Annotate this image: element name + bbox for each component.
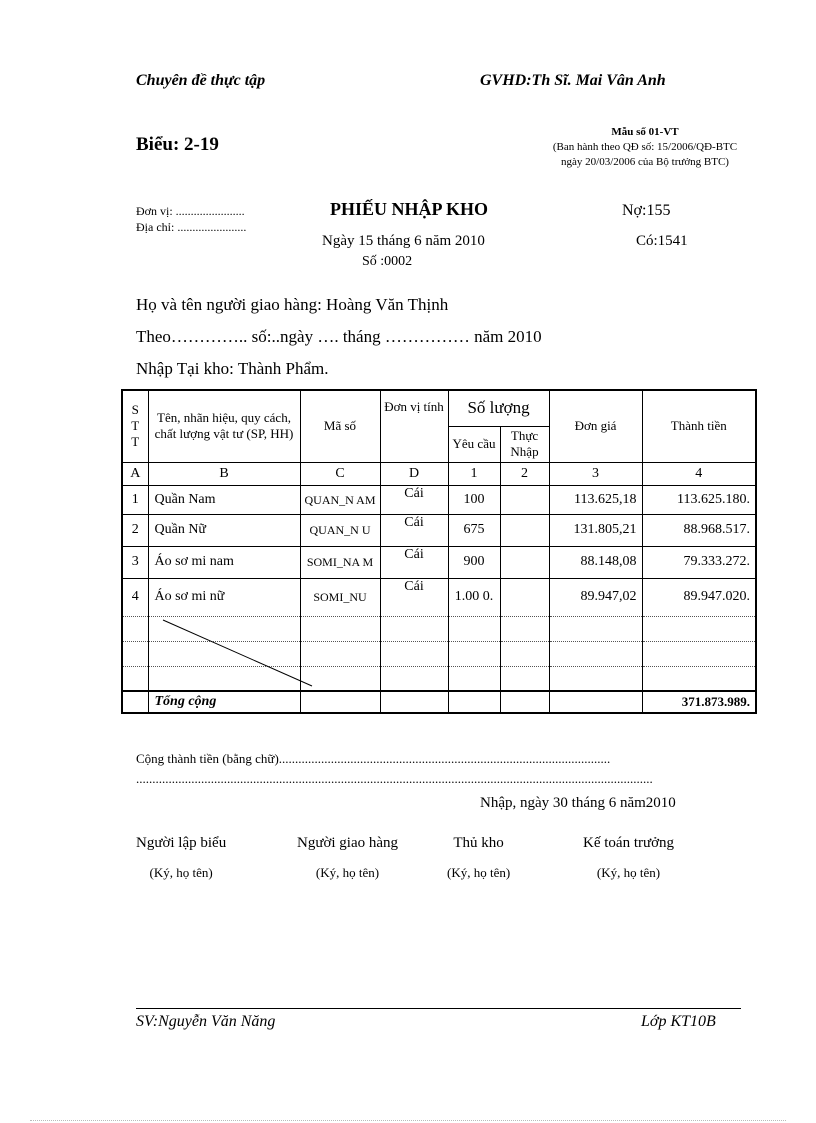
row-stt: 1: [122, 485, 148, 514]
row-code: SOMI_NU: [300, 578, 380, 616]
row-unit: Cái: [380, 485, 448, 514]
row-amount: 113.625.180.: [642, 485, 756, 514]
amount-dots-line: ...............................................................................................................................................................: [136, 771, 653, 786]
row-qty-required: 100: [448, 485, 500, 514]
row-qty-actual: [500, 578, 549, 616]
total-row: [122, 691, 756, 713]
unit-field: Đơn vị: .......................: [136, 204, 245, 218]
row-price: 113.625,18: [549, 485, 642, 514]
signature-title: Thủ kho: [453, 835, 504, 851]
signature-title: Người giao hàng: [297, 835, 399, 851]
document-date: Ngày 15 tháng 6 năm 2010: [322, 233, 485, 249]
row-amount: 88.968.517.: [642, 514, 756, 546]
row-price: 131.805,21: [549, 514, 642, 546]
footer-rule: [136, 1008, 741, 1009]
signature-sub: (Ký, họ tên): [447, 865, 511, 880]
warehouse-line: Nhập Tại kho: Thành Phẩm.: [136, 359, 329, 378]
table-row: [122, 485, 756, 514]
header-amount: Thành tiền: [642, 390, 756, 462]
header-stt-s: S: [131, 402, 139, 418]
signature-sub: (Ký, họ tên): [315, 865, 380, 880]
letter-cell: B: [148, 462, 300, 485]
row-stt: 4: [122, 578, 148, 616]
header-advisor: GVHD:Th Sĩ. Mai Vân Anh: [480, 72, 666, 89]
total-label: Tổng cộng: [148, 691, 300, 713]
signature-preparer: [136, 835, 226, 881]
form-regulation-2: ngày 20/03/2006 của Bộ trưởng BTC): [561, 156, 729, 168]
row-qty-required: 675: [448, 514, 500, 546]
signature-sub: (Ký, họ tên): [149, 865, 213, 880]
row-code: QUAN_N AM: [300, 485, 380, 514]
signature-storekeeper: [447, 835, 510, 881]
letter-cell: 2: [500, 462, 549, 485]
header-qty-required: Yêu cầu: [448, 426, 500, 462]
letter-cell: 1: [448, 462, 500, 485]
row-qty-required: 900: [448, 546, 500, 578]
row-name: Quần Nữ: [148, 514, 300, 546]
row-qty-actual: [500, 485, 549, 514]
deliverer-line: Họ và tên người giao hàng: Hoàng Văn Thịnh: [136, 295, 449, 314]
header-stt: [122, 390, 148, 462]
header-stt-t2: T: [131, 434, 140, 450]
header-price: Đơn giá: [549, 390, 642, 462]
empty-row: [122, 616, 756, 641]
signature-title: Kế toán trưởng: [583, 835, 675, 851]
total-amount: 371.873.989.: [642, 691, 756, 713]
footer-class: Lớp KT10B: [641, 1013, 716, 1030]
row-amount: 89.947.020.: [642, 578, 756, 616]
row-qty-actual: [500, 546, 549, 578]
form-template-info: [520, 125, 770, 170]
letter-cell: A: [122, 462, 148, 485]
row-code: QUAN_N U: [300, 514, 380, 546]
address-field: Địa chỉ: .......................: [136, 220, 247, 234]
table-row: [122, 578, 756, 616]
table-row: [122, 546, 756, 578]
header-quantity: Số lượng: [448, 390, 549, 426]
row-amount: 79.333.272.: [642, 546, 756, 578]
row-unit: Cái: [380, 578, 448, 616]
row-price: 88.148,08: [549, 546, 642, 578]
form-template: Mẫu số 01-VT: [611, 126, 679, 138]
unit-block: [136, 203, 246, 235]
empty-row: [122, 666, 756, 691]
letter-cell: C: [300, 462, 380, 485]
credit-account: Có:1541: [636, 233, 688, 249]
letter-cell: 3: [549, 462, 642, 485]
row-name: Quần Nam: [148, 485, 300, 514]
row-price: 89.947,02: [549, 578, 642, 616]
place-date: Nhập, ngày 30 tháng 6 năm2010: [480, 795, 676, 811]
signature-title: Người lập biểu: [136, 835, 227, 851]
amount-in-words: Cộng thành tiền (bằng chữ)......................................................................................................: [136, 751, 611, 766]
table-header-row: [122, 390, 756, 426]
header-unit: Đơn vị tính: [380, 390, 448, 462]
header-code: Mã số: [300, 390, 380, 462]
empty-row: [122, 641, 756, 666]
row-qty-actual: [500, 514, 549, 546]
row-stt: 2: [122, 514, 148, 546]
letter-cell: 4: [642, 462, 756, 485]
reference-line: Theo………….. số:..ngày …. tháng …………… năm 2010: [136, 327, 542, 346]
row-stt: 3: [122, 546, 148, 578]
document-title: PHIẾU NHẬP KHO: [330, 199, 489, 219]
table-letter-row: [122, 462, 756, 485]
header-topic: Chuyên đề thực tập: [136, 72, 266, 89]
receipt-table: [121, 389, 757, 714]
table-row: [122, 514, 756, 546]
form-regulation-1: (Ban hành theo QĐ số: 15/2006/QĐ-BTC: [552, 141, 738, 153]
header-qty-actual: Thực Nhập: [500, 426, 549, 462]
header-name: Tên, nhãn hiệu, quy cách, chất lượng vật tư (SP, HH): [148, 390, 300, 462]
footer-student: SV:Nguyễn Văn Năng: [136, 1013, 276, 1030]
signature-sub: (Ký, họ tên): [596, 865, 661, 880]
header-stt-t1: T: [131, 418, 140, 434]
letter-cell: D: [380, 462, 448, 485]
signature-deliverer: [297, 835, 398, 881]
signature-chief-accountant: [583, 835, 674, 881]
page-bottom-dots: [30, 1120, 786, 1121]
form-code: Biểu: 2-19: [136, 134, 219, 155]
row-code: SOMI_NA M: [300, 546, 380, 578]
debit-account: Nợ:155: [622, 202, 671, 219]
row-name: Áo sơ mi nữ: [148, 578, 300, 616]
row-qty-required: 1.00 0.: [448, 578, 500, 616]
document-number: Số :0002: [362, 254, 413, 269]
row-name: Áo sơ mi nam: [148, 546, 300, 578]
row-unit: Cái: [380, 514, 448, 546]
row-unit: Cái: [380, 546, 448, 578]
